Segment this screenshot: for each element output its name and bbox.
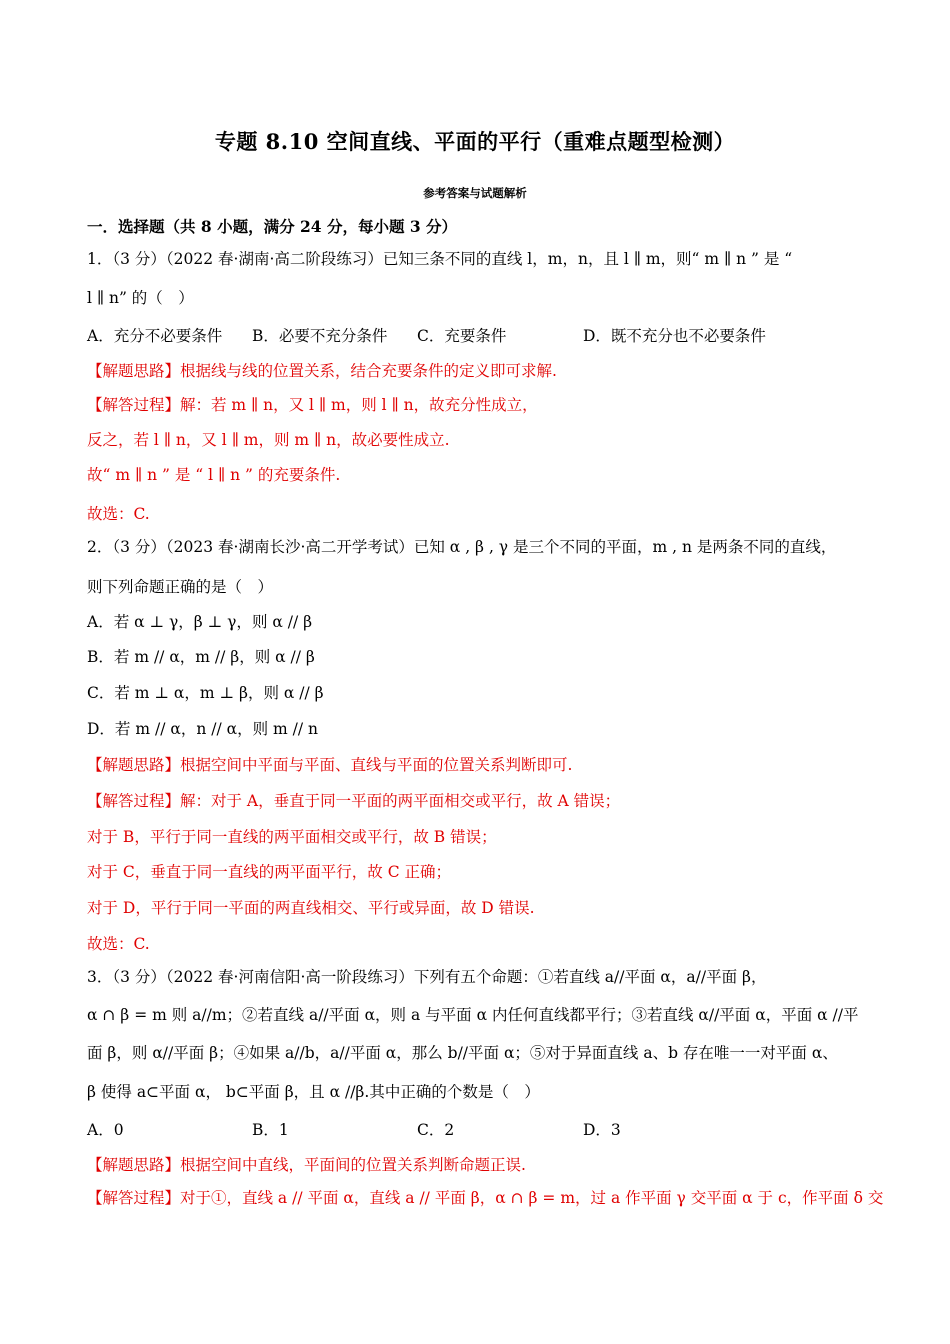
section-heading: 一．选择题（共 8 小题，满分 24 分，每小题 3 分） [87, 217, 458, 236]
q1-process-1: 【解答过程】解：若 m ∥ n，又 l ∥ m，则 l ∥ n，故充分性成立， [87, 396, 538, 414]
q3-stem-line-4: β 使得 a⊂平面 α， b⊂平面 β，且 α //β.其中正确的个数是（ ） [87, 1083, 540, 1101]
q2-process-3: 对于 C，垂直于同一直线的两平面平行，故 C 正确； [87, 863, 452, 881]
q1-option-c: C．充要条件 [417, 327, 507, 345]
q2-thinking: 【解题思路】根据空间中平面与平面、直线与平面的位置关系判断即可. [87, 756, 573, 774]
q3-options [87, 1119, 870, 1141]
q1-option-b: B．必要不充分条件 [252, 327, 388, 345]
q2-stem-line-1: 2．（3 分）（2023 春·湖南长沙·高二开学考试）已知 α , β , γ 是三个不同的平面，m , n 是两条不同的直线， [87, 538, 837, 556]
q1-option-d: D．既不充分也不必要条件 [583, 327, 766, 345]
q3-option-c: C．2 [417, 1121, 455, 1139]
q1-answer: 故选：C. [87, 505, 150, 523]
page-title: 专题 8.10 空间直线、平面的平行（重难点题型检测） [214, 129, 736, 154]
q3-option-d: D．3 [583, 1121, 621, 1139]
q3-option-a: A．0 [87, 1121, 124, 1139]
q2-option-d: D．若 m // α，n // α，则 m // n [87, 720, 318, 738]
q1-options [87, 325, 870, 347]
q3-option-b: B．1 [252, 1121, 289, 1139]
q3-thinking: 【解题思路】根据空间中直线，平面间的位置关系判断命题正误. [87, 1156, 526, 1174]
q3-stem-line-2: α ∩ β = m 则 a//m；②若直线 a//平面 α，则 a 与平面 α 内任何直线都平行；③若直线 α//平面 α，平面 α //平 [87, 1006, 859, 1024]
q1-stem-line-2: l ∥ n” 的（ ） [87, 289, 194, 307]
q2-stem-line-2: 则下列命题正确的是（ ） [87, 578, 274, 596]
q1-thinking: 【解题思路】根据线与线的位置关系，结合充要条件的定义即可求解. [87, 362, 557, 380]
q1-process-2: 反之，若 l ∥ n，又 l ∥ m，则 m ∥ n，故必要性成立. [87, 431, 450, 449]
q2-option-c: C．若 m ⊥ α，m ⊥ β，则 α // β [87, 684, 324, 702]
q3-stem-line-1: 3．（3 分）（2022 春·河南信阳·高一阶段练习）下列有五个命题：①若直线 a//平面 α，a//平面 β， [87, 968, 767, 986]
q1-stem-line-1: 1．（3 分）（2022 春·湖南·高二阶段练习）已知三条不同的直线 l，m，n，且 l ∥ m，则“ m ∥ n ” 是 “ [87, 250, 793, 268]
q1-option-a: A．充分不必要条件 [87, 327, 223, 345]
q2-option-a: A．若 α ⊥ γ，β ⊥ γ，则 α // β [87, 613, 313, 631]
q2-process-2: 对于 B，平行于同一直线的两平面相交或平行，故 B 错误； [87, 828, 497, 846]
q2-option-b: B．若 m // α，m // β，则 α // β [87, 648, 315, 666]
page-subtitle: 参考答案与试题解析 [423, 186, 527, 200]
q2-answer: 故选：C. [87, 935, 150, 953]
q2-process-1: 【解答过程】解：对于 A，垂直于同一平面的两平面相交或平行，故 A 错误； [87, 792, 621, 810]
q3-stem-line-3: 面 β，则 α//平面 β；④如果 a//b，a//平面 α，那么 b//平面 α；⑤对于异面直线 a、b 存在唯一一对平面 α、 [87, 1044, 838, 1062]
q3-process-1: 【解答过程】对于①，直线 a // 平面 α，直线 a // 平面 β，α ∩ β = m，过 a 作平面 γ 交平面 α 于 c，作平面 δ 交 [87, 1189, 884, 1207]
q2-process-4: 对于 D，平行于同一平面的两直线相交、平行或异面，故 D 错误. [87, 899, 535, 917]
q1-process-3: 故“ m ∥ n ” 是 “ l ∥ n ” 的充要条件. [87, 466, 341, 484]
